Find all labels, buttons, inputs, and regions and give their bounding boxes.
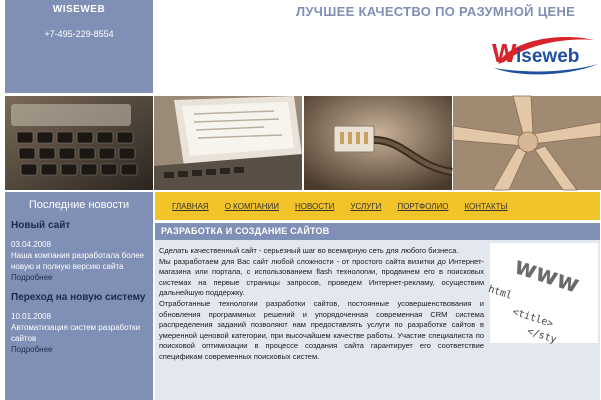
news-text: Наша компания разработала более новую и полную версию сайта [11,251,145,271]
news-more-link[interactable]: Подробнее [11,345,53,354]
news-date: 10.01.2008 [11,312,52,321]
news-text: Автоматизация систем разработки сайтов [11,323,141,343]
sidebar-news [5,192,153,400]
news-heading[interactable]: Новый сайт [11,220,71,231]
joined-hands-photo [453,96,600,190]
nav-item-portfolio[interactable]: ПОРТФОЛИО [397,201,449,211]
brand-phone: +7-495-229-8554 [44,29,114,39]
html-tag-label: html [486,283,514,302]
nav-item-contacts[interactable]: КОНТАКТЫ [464,201,508,211]
wiseweb-logo[interactable] [490,30,600,80]
title-tag-label: <title> [510,306,555,330]
network-cable-photo [304,96,451,190]
sidebar-title: Последние новости [28,199,130,211]
nav-item-about[interactable]: О КОМПАНИИ [224,201,279,211]
news-heading[interactable]: Переход на новую систему [11,292,146,303]
main-nav [155,192,600,220]
nav-item-services[interactable]: УСЛУГИ [350,201,382,211]
body-paragraph: Отработанные технологии разработки сайтов, постоянные усовершенствования и обновления программных решений и упорядоченная современная CRM система распределения заданий позволяют нам предоставлять услуги по разработке сайтов в умеренной ценовой категории, при высочайшем качестве работы. Участие специалиста по поисковой оптимизации в процессе создания сайта гарантирует его соответствие спецификам современных поисковых систем. [159,298,484,361]
nav-item-news[interactable]: НОВОСТИ [294,201,335,211]
news-item [11,291,147,355]
body-paragraph: Мы разработаем для Вас сайт любой сложности - от простого сайта визитки до Интернет-магазина или портала, с использованием flash технологии, продвинем его в поисковых системах на первые страницы запросов, проведем Интернет-рекламу, осуществим дальнейшую поддержку. [159,256,484,298]
main-content [155,223,600,400]
photo-strip [5,96,600,190]
brand-block [5,0,153,93]
section-title: РАЗРАБОТКА И СОЗДАНИЕ САЙТОВ [155,223,600,240]
nav-item-home[interactable]: ГЛАВНАЯ [172,201,209,211]
svg-text:W: W [492,38,517,68]
news-item [11,219,147,283]
news-more-link[interactable]: Подробнее [11,273,53,282]
body-paragraph: Сделать качественный сайт - серьезный шаг во всемирную сеть для любого бизнеса. [159,246,459,255]
style-tag-label: </sty [525,326,558,346]
calculator-photo [5,96,152,190]
laptop-photo [154,96,301,190]
section-body [155,240,600,400]
svg-text:iseweb: iseweb [516,46,580,67]
www-label: www [510,251,583,299]
www-illustration [486,243,598,346]
news-date: 03.04.2008 [11,240,52,249]
brand-name: WISEWEB [52,4,106,15]
header-slogan: ЛУЧШЕЕ КАЧЕСТВО ПО РАЗУМНОЙ ЦЕНЕ [296,4,576,19]
